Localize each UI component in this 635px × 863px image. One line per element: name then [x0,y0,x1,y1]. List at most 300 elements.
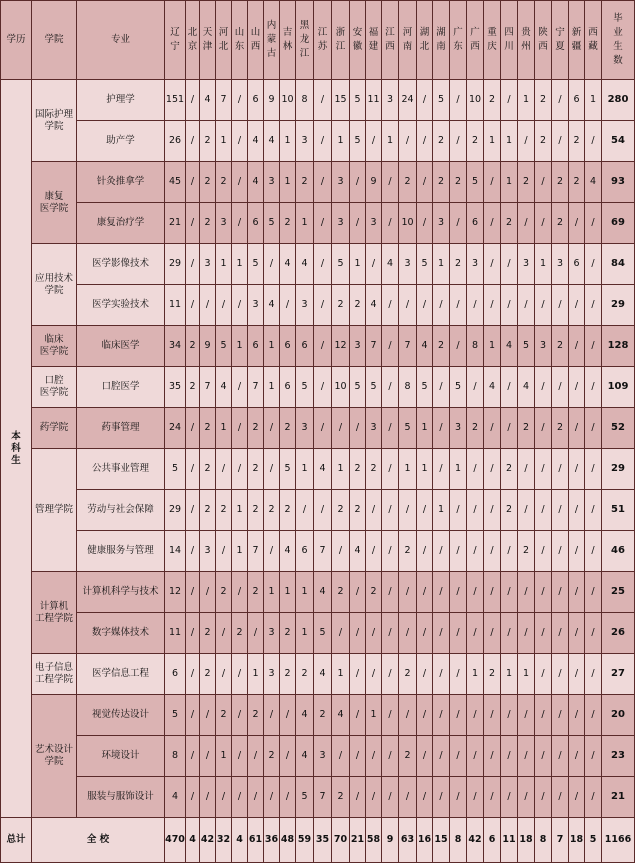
header-province [232,1,248,80]
value-cell: / [186,285,200,326]
value-cell: 4 [417,326,433,367]
value-cell: 2 [296,654,314,695]
college-name: 医学院 [39,387,69,398]
value-cell: / [585,654,602,695]
header-xueli: 学历 [1,1,32,80]
header-province [366,1,382,80]
row-total-cell: 23 [602,736,635,777]
value-cell: 5 [332,244,350,285]
value-cell: / [518,777,535,818]
value-cell: / [467,613,484,654]
value-cell: / [450,572,467,613]
value-cell: / [232,367,248,408]
value-cell: 5 [433,80,450,121]
value-cell: / [552,285,569,326]
value-cell: 2 [216,162,232,203]
value-cell: 4 [264,285,280,326]
province-char: 安 [352,27,363,38]
value-cell: / [332,531,350,572]
major-cell: 针灸推拿学 [77,162,165,203]
value-cell: 12 [165,572,186,613]
header-province [399,1,417,80]
value-cell: 2 [280,408,296,449]
value-cell: 5 [417,367,433,408]
province-char: 江 [299,48,310,59]
header-province [382,1,399,80]
value-cell: / [585,572,602,613]
value-cell: 24 [399,80,417,121]
value-cell: / [433,572,450,613]
value-cell: 2 [186,367,200,408]
value-cell: / [382,449,399,490]
value-cell: / [232,449,248,490]
value-cell: 1 [518,80,535,121]
table-row [1,531,635,572]
value-cell: / [248,736,264,777]
row-total-cell: 26 [602,613,635,654]
value-cell: / [450,326,467,367]
value-cell: / [366,777,382,818]
value-cell: 7 [366,326,382,367]
value-cell: 3 [296,121,314,162]
province-char: 贵 [521,27,531,38]
value-cell: 3 [296,285,314,326]
value-cell: 45 [165,162,186,203]
value-cell: 1 [332,654,350,695]
value-cell: / [585,203,602,244]
value-cell: 3 [314,736,332,777]
value-cell: / [518,449,535,490]
value-cell: 4 [296,244,314,285]
value-cell: / [350,695,366,736]
value-cell: / [467,777,484,818]
value-cell: / [433,654,450,695]
value-cell: / [569,490,585,531]
province-char: 江 [317,27,328,38]
province-char: 新 [571,27,582,38]
province-char: 河 [402,27,413,38]
value-cell: / [232,777,248,818]
value-cell: 3 [433,203,450,244]
value-cell: 4 [296,736,314,777]
value-cell: 7 [200,367,216,408]
province-char: 山 [234,27,245,38]
value-cell: / [366,613,382,654]
value-cell: 29 [165,490,186,531]
value-cell: / [585,531,602,572]
value-cell: 2 [248,408,264,449]
value-cell: / [350,162,366,203]
value-cell: / [535,695,552,736]
value-cell: 7 [248,531,264,572]
total-value: 4 [186,818,200,863]
college-name: 艺术设计 [34,744,73,755]
province-char: 州 [521,41,531,52]
value-cell: / [552,613,569,654]
row-total-cell: 93 [602,162,635,203]
province-char: 蒙 [266,34,277,45]
value-cell: / [186,490,200,531]
value-cell: / [535,736,552,777]
table-row [1,613,635,654]
total-value: 18 [518,818,535,863]
value-cell: / [585,777,602,818]
value-cell: 6 [467,203,484,244]
value-cell: 1 [450,449,467,490]
value-cell: / [200,572,216,613]
province-char: 南 [436,41,446,52]
value-cell: / [314,285,332,326]
province-char: 江 [385,27,395,38]
value-cell: 4 [248,121,264,162]
major-cell: 口腔医学 [77,367,165,408]
value-cell: 1 [280,162,296,203]
value-cell: 5 [165,449,186,490]
value-cell: / [350,777,366,818]
header-province [264,1,280,80]
value-cell: 5 [248,244,264,285]
value-cell: 3 [264,613,280,654]
value-cell: / [535,613,552,654]
value-cell: 151 [165,80,186,121]
value-cell: 5 [518,326,535,367]
header-province [314,1,332,80]
value-cell: 2 [569,121,585,162]
value-cell: 1 [232,531,248,572]
value-cell: 2 [350,449,366,490]
table-row [1,121,635,162]
value-cell: 2 [366,449,382,490]
value-cell: 3 [216,203,232,244]
value-cell: 1 [296,449,314,490]
value-cell: / [382,572,399,613]
value-cell: / [535,654,552,695]
province-char: 西 [588,27,598,38]
value-cell: / [535,490,552,531]
value-cell: / [467,572,484,613]
value-cell: 2 [332,572,350,613]
value-cell: 1 [501,162,518,203]
value-cell: / [399,490,417,531]
degree-cell [1,80,32,818]
value-cell: / [382,613,399,654]
value-cell: 5 [314,613,332,654]
value-cell: / [417,162,433,203]
value-cell: / [484,285,501,326]
value-cell: / [569,367,585,408]
total-value: 21 [350,818,366,863]
table-row [1,572,635,613]
value-cell: 4 [216,367,232,408]
college-name: 药学院 [39,422,69,433]
value-cell: 8 [296,80,314,121]
value-cell: 2 [280,613,296,654]
value-cell: 1 [232,326,248,367]
header-total [602,1,635,80]
value-cell: 2 [248,449,264,490]
value-cell: 1 [332,449,350,490]
table-row [1,80,635,121]
value-cell: / [484,613,501,654]
value-cell: / [417,203,433,244]
value-cell: 1 [501,121,518,162]
value-cell: / [569,531,585,572]
value-cell: 3 [200,244,216,285]
value-cell: / [186,408,200,449]
value-cell: / [433,449,450,490]
value-cell: / [569,695,585,736]
province-char: 福 [368,27,379,38]
value-cell: 1 [280,121,296,162]
value-cell: / [450,121,467,162]
value-cell: 1 [350,244,366,285]
value-cell: / [280,736,296,777]
value-cell: / [382,531,399,572]
value-cell: / [382,654,399,695]
value-cell: / [535,162,552,203]
table-row [1,244,635,285]
value-cell: / [569,736,585,777]
value-cell: 7 [248,367,264,408]
value-cell: 2 [216,490,232,531]
value-cell: / [314,244,332,285]
value-cell: 1 [417,449,433,490]
value-cell: / [535,531,552,572]
header-province [535,1,552,80]
value-cell: / [569,613,585,654]
value-cell: 2 [200,408,216,449]
value-cell: / [552,449,569,490]
value-cell: / [232,572,248,613]
value-cell: 3 [399,244,417,285]
province-char: 徽 [352,41,363,52]
total-row [1,818,635,863]
value-cell: / [399,695,417,736]
value-cell: 4 [484,367,501,408]
degree-char: 本 [11,430,21,442]
value-cell: 1 [518,654,535,695]
value-cell: 2 [200,121,216,162]
value-cell: / [417,80,433,121]
value-cell: / [280,285,296,326]
province-char: 东 [453,41,463,52]
province-char: 宁 [555,27,565,38]
value-cell: 5 [350,367,366,408]
value-cell: 3 [332,203,350,244]
header-province [280,1,296,80]
value-cell: 8 [165,736,186,777]
value-cell: / [518,736,535,777]
value-cell: 2 [216,695,232,736]
value-cell: / [518,203,535,244]
value-cell: / [552,695,569,736]
value-cell: 2 [552,408,569,449]
value-cell: 5 [296,777,314,818]
value-cell: / [382,695,399,736]
value-cell: 1 [296,203,314,244]
value-cell: / [433,531,450,572]
value-cell: / [467,695,484,736]
value-cell: / [585,121,602,162]
value-cell: 1 [216,736,232,777]
college-name: 工程学院 [34,612,73,624]
value-cell: 35 [165,367,186,408]
value-cell: 2 [450,162,467,203]
value-cell: / [501,408,518,449]
value-cell: 4 [296,695,314,736]
college-cell [32,449,77,572]
value-cell: / [585,367,602,408]
value-cell: / [186,654,200,695]
value-cell: / [569,572,585,613]
value-cell: / [450,203,467,244]
value-cell: / [216,613,232,654]
value-cell: 3 [350,326,366,367]
value-cell: 2 [332,285,350,326]
value-cell: / [314,367,332,408]
value-cell: 7 [314,777,332,818]
value-cell: 34 [165,326,186,367]
header-province [200,1,216,80]
value-cell: 2 [200,654,216,695]
value-cell: 1 [399,449,417,490]
header-province [248,1,264,80]
value-cell: 4 [314,654,332,695]
value-cell: / [433,285,450,326]
value-cell: 24 [165,408,186,449]
value-cell: 2 [232,613,248,654]
total-value: 42 [200,818,216,863]
value-cell: / [501,367,518,408]
value-cell: / [484,695,501,736]
province-char: 川 [504,41,514,52]
value-cell: 9 [264,80,280,121]
row-total-cell: 109 [602,367,635,408]
value-cell: 4 [585,162,602,203]
college-name: 国际护理 [34,108,73,120]
value-cell: 9 [366,162,382,203]
value-cell: 14 [165,531,186,572]
value-cell: / [350,203,366,244]
value-cell: / [399,777,417,818]
value-cell: / [501,613,518,654]
value-cell: 3 [264,162,280,203]
value-cell: 5 [280,449,296,490]
major-cell: 视觉传达设计 [77,695,165,736]
value-cell: / [216,654,232,695]
value-cell: 1 [467,654,484,695]
value-cell: 1 [433,244,450,285]
province-char: 古 [266,48,277,59]
value-cell: / [585,490,602,531]
value-cell: 2 [200,162,216,203]
total-value: 9 [382,818,399,863]
value-cell: 2 [314,695,332,736]
province-char: 重 [487,27,497,38]
value-cell: 2 [535,121,552,162]
college-name: 学院 [44,120,64,132]
value-cell: / [450,695,467,736]
value-cell: 1 [484,326,501,367]
value-cell: / [366,244,382,285]
value-cell: / [350,408,366,449]
value-cell: / [186,80,200,121]
value-cell: 3 [552,244,569,285]
value-cell: / [501,80,518,121]
college-name: 医学院 [39,202,69,214]
major-cell: 助产学 [77,121,165,162]
major-cell: 公共事业管理 [77,449,165,490]
province-char: 西 [385,41,395,52]
value-cell: 4 [248,162,264,203]
value-cell: / [382,490,399,531]
value-cell: 2 [433,121,450,162]
value-cell: 1 [264,326,280,367]
value-cell: 2 [501,203,518,244]
value-cell: 5 [450,367,467,408]
value-cell: / [366,490,382,531]
value-cell: 3 [296,408,314,449]
value-cell: / [552,572,569,613]
value-cell: 2 [366,572,382,613]
value-cell: 4 [366,285,382,326]
total-value: 48 [280,818,296,863]
major-cell: 计算机科学与技术 [77,572,165,613]
value-cell: / [350,736,366,777]
value-cell: 2 [399,162,417,203]
value-cell: / [314,490,332,531]
value-cell: / [399,572,417,613]
province-char: 广 [453,27,463,38]
value-cell: 2 [332,490,350,531]
value-cell: / [264,449,280,490]
value-cell: / [569,285,585,326]
row-total-cell: 280 [602,80,635,121]
value-cell: 1 [382,121,399,162]
value-cell: 2 [467,121,484,162]
value-cell: / [467,285,484,326]
header-province [332,1,350,80]
value-cell: 1 [585,80,602,121]
value-cell: 1 [216,244,232,285]
row-total-cell: 52 [602,408,635,449]
value-cell: 2 [399,736,417,777]
value-cell: / [585,613,602,654]
college-name: 学院 [44,284,64,296]
value-cell: / [569,408,585,449]
table-row [1,695,635,736]
value-cell: / [569,777,585,818]
row-total-cell: 54 [602,121,635,162]
value-cell: / [535,449,552,490]
table-row [1,408,635,449]
header-province [467,1,484,80]
value-cell: / [433,736,450,777]
value-cell: 2 [518,408,535,449]
major-cell: 健康服务与管理 [77,531,165,572]
value-cell: / [501,285,518,326]
province-char: 夏 [555,41,565,52]
college-name: 临床 [44,334,64,345]
value-cell: 1 [332,121,350,162]
value-cell: 10 [280,80,296,121]
major-cell: 临床医学 [77,326,165,367]
province-char: 广 [470,27,480,38]
value-cell: / [552,121,569,162]
value-cell: / [216,777,232,818]
total-value: 4 [232,818,248,863]
value-cell: / [200,695,216,736]
